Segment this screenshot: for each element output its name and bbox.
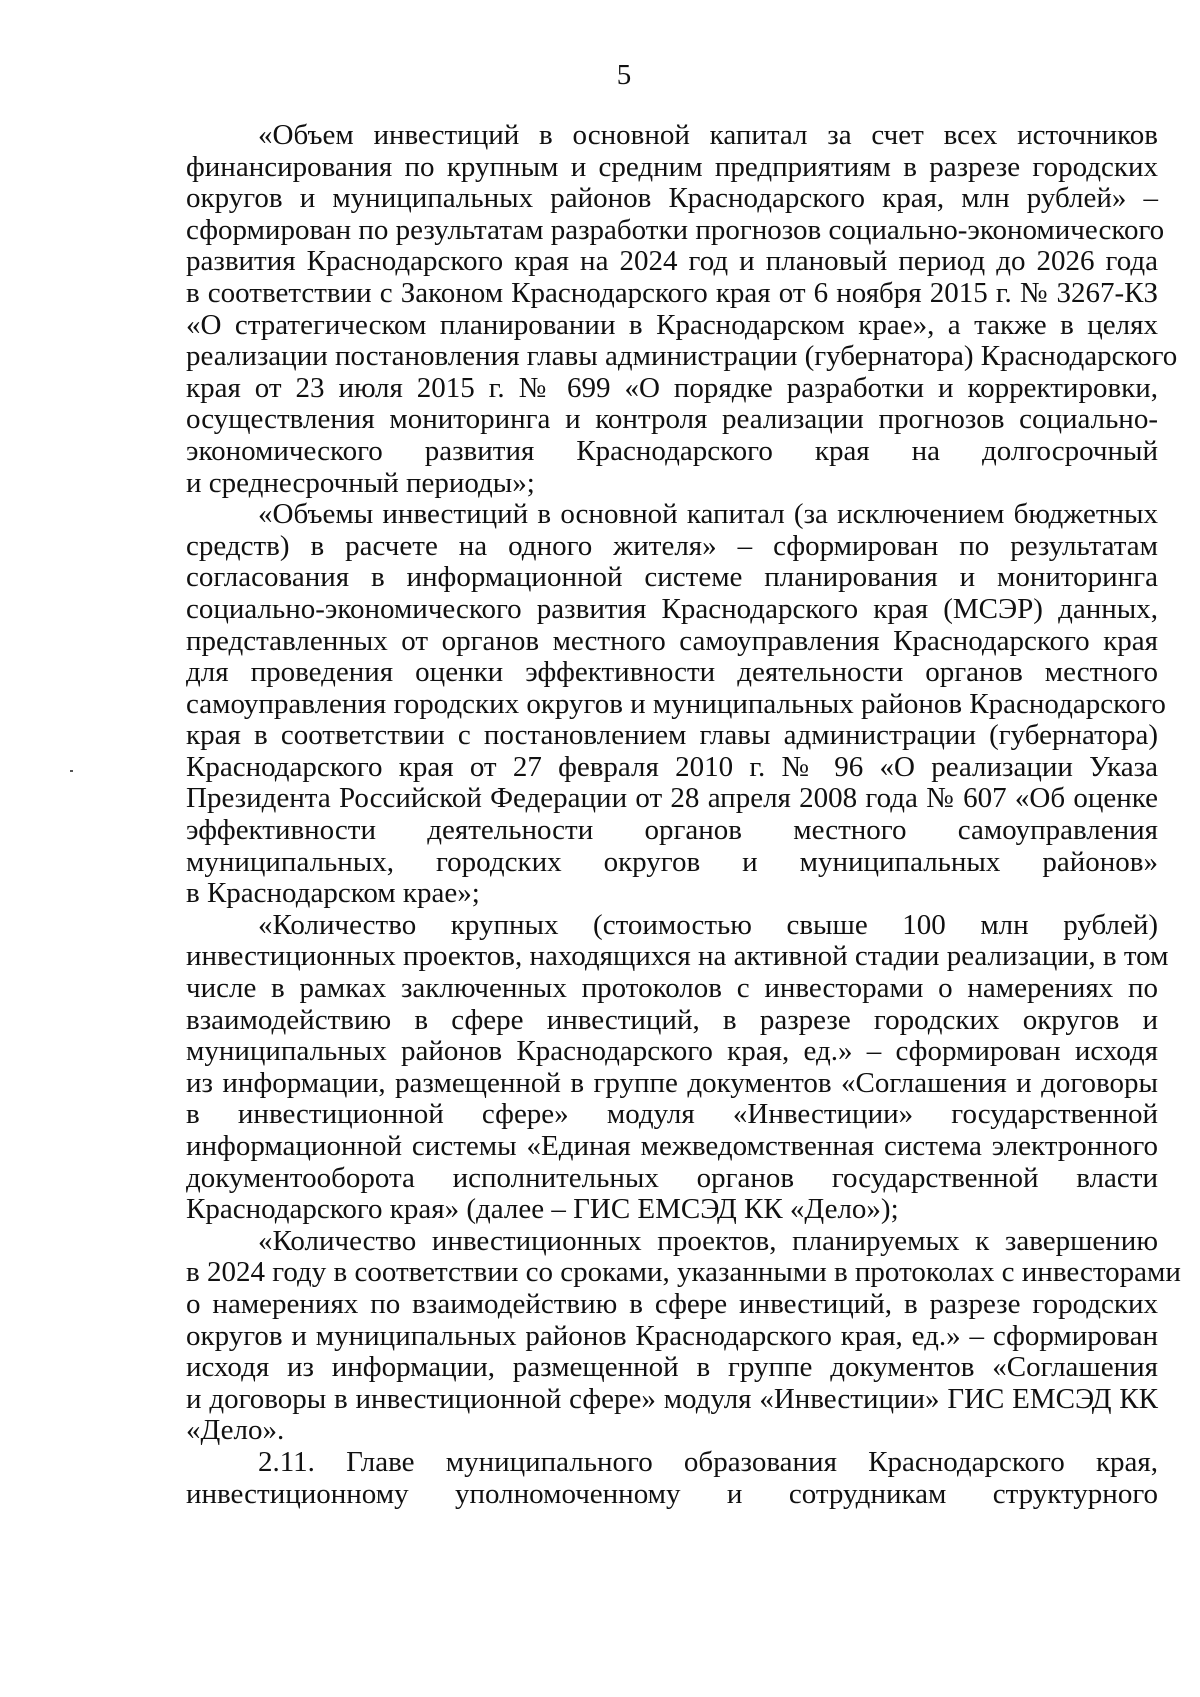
text-line: инвестиционных проектов, находящихся на активной стадии реализации, в том [186, 940, 1169, 973]
text-line: осуществления мониторинга и контроля реализации прогнозов социально- [186, 403, 1158, 436]
text-line: согласования в информационной системе планирования и мониторинга [186, 561, 1158, 594]
text-line: муниципальных, городских округов и муниципальных районов» [186, 845, 1158, 878]
text-line: сформирован по результатам разработки прогнозов социально-экономического [186, 213, 1165, 246]
paragraph [186, 908, 1169, 1226]
text-line: развития Краснодарского края на 2024 год и плановый период до 2026 года [186, 245, 1158, 278]
text-line: 2.11. Главе муниципального образования Краснодарского края, [258, 1445, 1158, 1478]
text-line: Краснодарского края от 27 февраля 2010 г. № 96 «О реализации Указа [186, 750, 1158, 783]
text-line: «О стратегическом планировании в Краснодарском крае», а также в целях [186, 308, 1158, 341]
text-line: финансирования по крупным и средним предприятиям в разрезе городских [186, 150, 1158, 183]
text-line: края от 23 июля 2015 г. № 699 «О порядке разработки и корректировки, [186, 371, 1158, 404]
text-line: инвестиционному уполномоченному и сотрудникам структурного [186, 1477, 1158, 1510]
text-line: средств) в расчете на одного жителя» – сформирован по результатам [186, 529, 1158, 562]
text-line: «Количество инвестиционных проектов, планируемых к завершению [258, 1224, 1158, 1257]
text-line: самоуправления городских округов и муниципальных районов Краснодарского [186, 687, 1166, 720]
text-line: муниципальных районов Краснодарского края, ед.» – сформирован исходя [186, 1035, 1158, 1068]
text-line: и договоры в инвестиционной сфере» модуля «Инвестиции» ГИС ЕМСЭД КК [186, 1382, 1158, 1415]
document-body [186, 119, 1181, 1510]
text-line: экономического развития Краснодарского края на долгосрочный [186, 434, 1158, 467]
scan-speck [70, 770, 73, 772]
paragraph [186, 1447, 1158, 1510]
text-line: взаимодействию в сфере инвестиций, в разрезе городских округов и [186, 1003, 1158, 1036]
text-line: реализации постановления главы администрации (губернатора) Краснодарского [186, 340, 1178, 373]
text-line: края в соответствии с постановлением главы администрации (губернатора) [186, 719, 1158, 752]
text-line: для проведения оценки эффективности деятельности органов местного [186, 656, 1158, 689]
text-line: в инвестиционной сфере» модуля «Инвестиции» государственной [186, 1098, 1158, 1131]
text-line: «Количество крупных (стоимостью свыше 100 млн рублей) [258, 908, 1158, 941]
paragraph [186, 1224, 1181, 1447]
text-line: числе в рамках заключенных протоколов с инвесторами о намерениях по [186, 972, 1158, 1005]
text-line: исходя из информации, размещенной в группе документов «Соглашения [186, 1351, 1158, 1384]
text-line: информационной системы «Единая межведомственная система электронного [186, 1130, 1158, 1162]
text-line: из информации, размещенной в группе документов «Соглашения и договоры [186, 1066, 1158, 1099]
text-line: округов и муниципальных районов Краснодарского края, ед.» – сформирован [186, 1319, 1158, 1352]
paragraph [186, 498, 1166, 910]
text-line: эффективности деятельности органов местного самоуправления [186, 814, 1158, 847]
text-line: в Краснодарском крае»; [186, 877, 480, 910]
text-line: округов и муниципальных районов Краснодарского края, млн рублей» – [186, 182, 1158, 215]
text-line: Краснодарского края» (далее – ГИС ЕМСЭД КК «Дело»); [186, 1193, 899, 1226]
text-line: представленных от органов местного самоуправления Краснодарского края [186, 624, 1158, 657]
text-line: документооборота исполнительных органов государственной власти [186, 1161, 1158, 1194]
text-line: о намерениях по взаимодействию в сфере инвестиций, в разрезе городских [186, 1287, 1158, 1320]
text-line: «Объем инвестиций в основной капитал за счет всех источников [258, 119, 1158, 151]
text-line: и среднесрочный периоды»; [186, 466, 535, 499]
page-number: 5 [616, 59, 632, 91]
text-line: «Дело». [186, 1414, 285, 1447]
text-line: в соответствии с Законом Краснодарского края от 6 ноября 2015 г. № 3267-КЗ [186, 276, 1158, 309]
text-line: в 2024 году в соответствии со сроками, указанными в протоколах с инвесторами [186, 1256, 1181, 1289]
paragraph [186, 119, 1178, 499]
text-line: Президента Российской Федерации от 28 апреля 2008 года № 607 «Об оценке [186, 782, 1158, 815]
text-line: социально-экономического развития Краснодарского края (МСЭР) данных, [186, 592, 1158, 625]
text-line: «Объемы инвестиций в основной капитал (за исключением бюджетных [258, 498, 1158, 531]
